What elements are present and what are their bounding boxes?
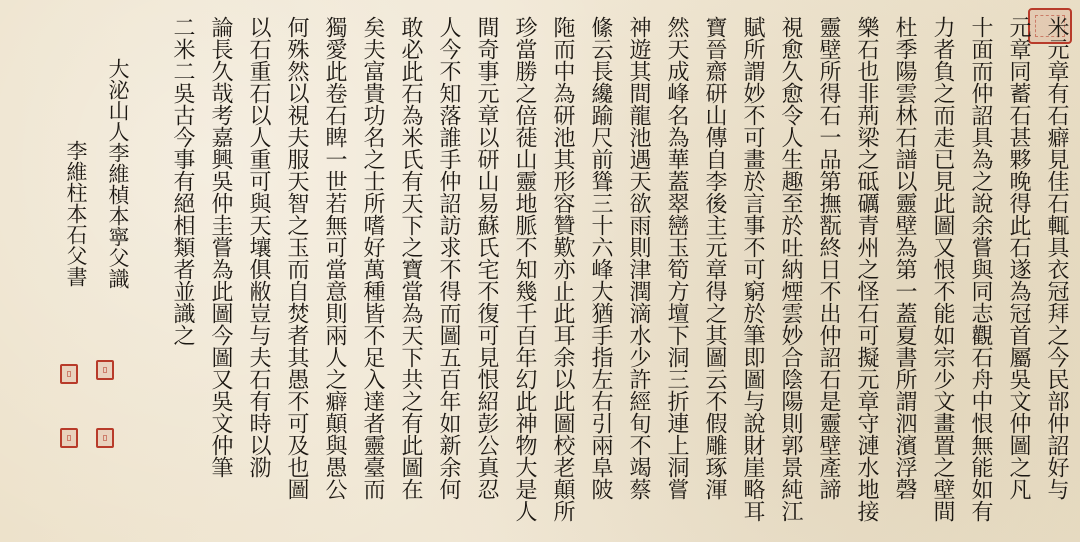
signature-line-1: 大泌山人李維楨本寧父識 <box>106 58 130 289</box>
text-column-16: 間奇事元章以研山易蘇氏宅不復可見恨紹彭公真忍 <box>474 16 499 500</box>
signature-line-2: 李維柱本石父書 <box>64 140 88 287</box>
text-column-2: 元章同蓄石甚夥晚得此石遂為冠首屬吳文仲圖之凡 <box>1006 16 1031 500</box>
text-column-23: 論長久哉考嘉興吳仲圭嘗為此圖今圖又吳文仲筆 <box>208 16 233 478</box>
text-column-3: 十面而仲詔具為之說余嘗與同志觀石舟中恨無能如有 <box>968 16 993 522</box>
text-column-14: 陁而中為研池其形容贊歎亦止此耳余以此圖校老顛所 <box>550 16 575 522</box>
text-column-18: 敢必此石為米氏有天下之寶當為天下共之有此圖在 <box>398 16 423 500</box>
text-column-22: 以石重石以人重可與天壤俱敝豈与夫石有時以泐 <box>246 16 271 478</box>
seal-mark <box>60 428 78 448</box>
text-column-8: 視愈久愈令人生趣至於吐納煙雲妙合陰陽則郭景純江 <box>778 16 803 522</box>
text-column-11: 然天成峰名為華蓋翠巒玉筍方壇下洞三折連上洞嘗 <box>664 16 689 500</box>
text-column-19: 矣夫富貴功名之士所嗜好萬種皆不足入達者靈臺而 <box>360 16 385 500</box>
text-column-15: 珍當勝之倍蓰山靈地脈不知幾千百年幻此神物大是人 <box>512 16 537 522</box>
text-column-6: 樂石也非荊梁之砥礪青州之怪石可擬元章守漣水地接 <box>854 16 879 522</box>
seal-mark <box>96 360 114 380</box>
text-column-17: 人今不知落誰手仲詔訪求不得而圖五百年如新余何 <box>436 16 461 500</box>
text-column-7: 靈壁所得石一品第撫翫終日不出仲詔石是靈壁產諦 <box>816 16 841 500</box>
text-column-5: 杜季陽雲林石譜以靈壁為第一蓋夏書所謂泗濱浮磬 <box>892 16 917 500</box>
text-column-9: 賦所謂妙不可畫於言事不可窮於筆即圖与說財崖略耳 <box>740 16 765 522</box>
text-column-21: 何殊然以視夫服天智之玉而自焚者其愚不可及也圖 <box>284 16 309 500</box>
text-column-20: 獨愛此卷石睥一世若無可當意則兩人之癖顛與愚公 <box>322 16 347 500</box>
text-column-10: 寶晉齋研山傳自李後主元章得之其圖云不假雕琢渾 <box>702 16 727 500</box>
text-column-24: 二米二吳古今事有絕相類者並識之 <box>170 16 195 346</box>
text-column-13: 絛云長纔踰尺前聳三十六峰大猶手指左右引兩阜陂 <box>588 16 613 500</box>
text-column-4: 力者負之而走已見此圖又恨不能如宗少文畫置之壁間 <box>930 16 955 522</box>
text-column-12: 神遊其間龍池遇天欲雨則津潤滴水少許經旬不竭蔡 <box>626 16 651 500</box>
seal-mark <box>96 428 114 448</box>
text-column-1: 米元章有石癖見佳石輒具衣冠拜之今民部仲詔好与 <box>1044 16 1069 500</box>
seal-mark <box>60 364 78 384</box>
